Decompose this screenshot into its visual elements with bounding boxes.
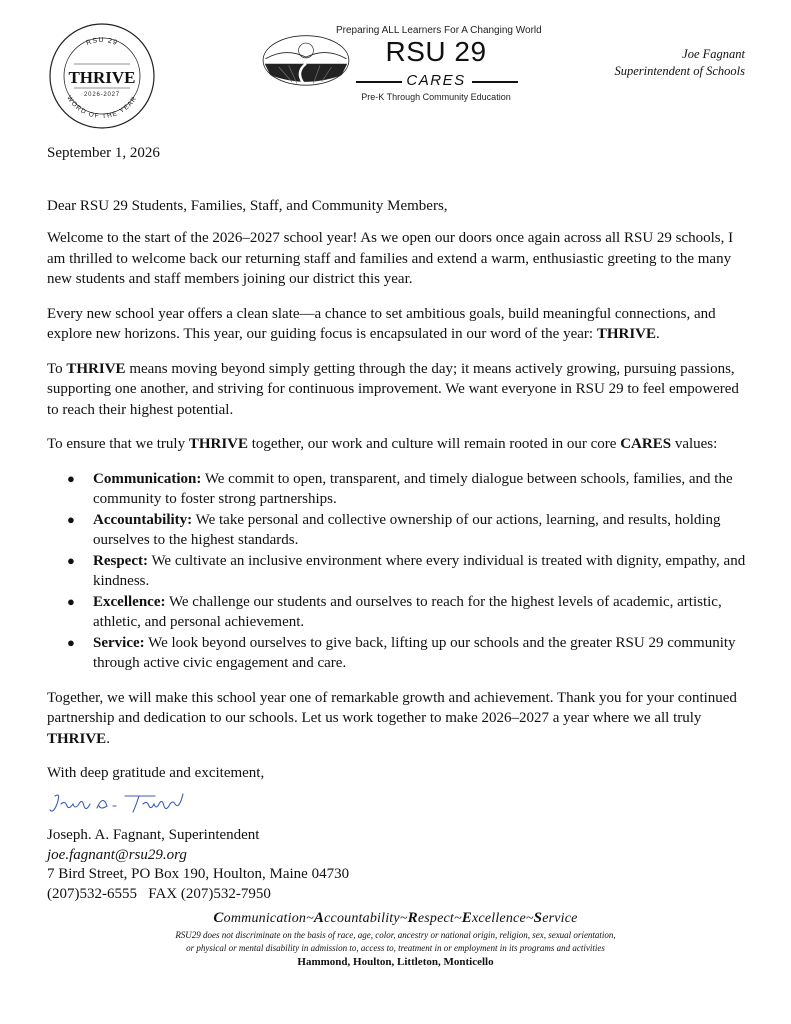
thrive-emphasis: THRIVE: [66, 360, 126, 377]
superintendent-header: [614, 46, 745, 80]
cares-values-list: [47, 469, 747, 674]
list-item: ● Service: We look beyond ourselves to give back, lifting up our schools and the greater RSU 29 community through active civic engagement and care.: [67, 634, 736, 671]
seal-bottom-text: WORD OF THE YEAR: [65, 94, 139, 121]
paragraph-closing: Together, we will make this school year one of remarkable growth and achievement. Thank you for your continued partnership and dedication to our schools. Let us work together to make 2026–2027 a year where we all truly THRIVE.: [47, 689, 737, 747]
seal-top-text: RSU 29: [85, 36, 119, 48]
seal-word: THRIVE: [68, 68, 136, 87]
paragraph-word-of-year: Every new school year offers a clean slate—a chance to set ambitious goals, build meaningful connections, and explore new horizons. This year, our guiding focus is encapsulated in our word of the year: THRIVE.: [47, 305, 716, 342]
paragraph-thrive-meaning: To THRIVE means moving beyond simply getting through the day; it means actively growing, pursuing passions, supporting one another, and striving for continuous improvement. We want everyone in RSU 29 to feel empowered to reach their highest potential.: [47, 360, 739, 418]
superintendent-name: Joe Fagnant: [682, 47, 745, 61]
cares-motto: Communication~Accountability~Respect~Excellence~Service: [213, 910, 578, 926]
district-tagline: Preparing ALL Learners For A Changing World: [336, 25, 542, 36]
letter-body: [47, 143, 747, 904]
handwritten-signature: [47, 790, 197, 818]
thrive-emphasis: THRIVE: [596, 326, 656, 342]
paragraph-welcome: Welcome to the start of the 2026–2027 school year! As we open our doors once again across all RSU 29 schools, I am thrilled to welcome back our returning staff and families and extend a warm, enthusiastic greeting to the many new students and staff members joining our district this year.: [47, 230, 734, 287]
nondiscrimination-notice: RSU29 does not discriminate on the basis of race, age, color, ancestry or national origin, religion, sex, sexual orientation, or physical or mental disability in admission to, access to, treatment in or employment in its programs and activities: [175, 930, 616, 953]
list-item: ● Respect: We cultivate an inclusive environment where every individual is treated with dignity, empathy, and kindness.: [67, 552, 746, 589]
bullet-icon: ●: [67, 593, 75, 609]
signer-address: 7 Bird Street, PO Box 190, Houlton, Maine 04730: [47, 866, 350, 882]
thrive-emphasis: THRIVE: [47, 730, 107, 747]
list-item: ● Communication: We commit to open, transparent, and timely dialogue between schools, families, and the community to foster strong partnerships.: [67, 470, 733, 507]
signer-name: Joseph. A. Fagnant, Superintendent: [47, 827, 260, 843]
bullet-icon: ●: [67, 470, 75, 486]
paragraph-cares-intro: To ensure that we truly THRIVE together, our work and culture will remain rooted in our core CARES values:: [47, 436, 718, 452]
superintendent-title: Superintendent of Schools: [614, 64, 745, 78]
cares-label: CARES: [406, 72, 466, 89]
member-towns: Hammond, Houlton, Littleton, Monticello: [297, 956, 494, 968]
program-description: Pre-K Through Community Education: [361, 92, 511, 102]
list-item: ● Accountability: We take personal and collective ownership of our actions, learning, and results, holding ourselves to the highest standards.: [67, 511, 721, 548]
bullet-icon: ●: [67, 634, 75, 650]
divider-left: [356, 81, 402, 83]
thrive-seal-logo: [48, 22, 156, 130]
district-name: RSU 29: [385, 36, 487, 67]
thrive-emphasis: THRIVE: [188, 436, 249, 452]
closing-line: With deep gratitude and excitement,: [47, 765, 265, 781]
divider-right: [472, 81, 518, 83]
seal-years: 2026-2027: [84, 92, 120, 98]
cares-emphasis: CARES: [620, 436, 672, 452]
list-item: ● Excellence: We challenge our students and ourselves to reach for the highest levels of academic, artistic, athletic, and personal achievement.: [67, 593, 722, 630]
bullet-icon: ●: [67, 511, 75, 527]
landscape-emblem-icon: [263, 36, 349, 86]
bullet-icon: ●: [67, 552, 75, 568]
signer-email[interactable]: joe.fagnant@rsu29.org: [47, 846, 187, 863]
signer-phone: (207)532-6555 FAX (207)532-7950: [47, 885, 271, 902]
salutation: Dear RSU 29 Students, Families, Staff, and Community Members,: [47, 197, 448, 214]
letter-date: September 1, 2026: [47, 145, 160, 161]
